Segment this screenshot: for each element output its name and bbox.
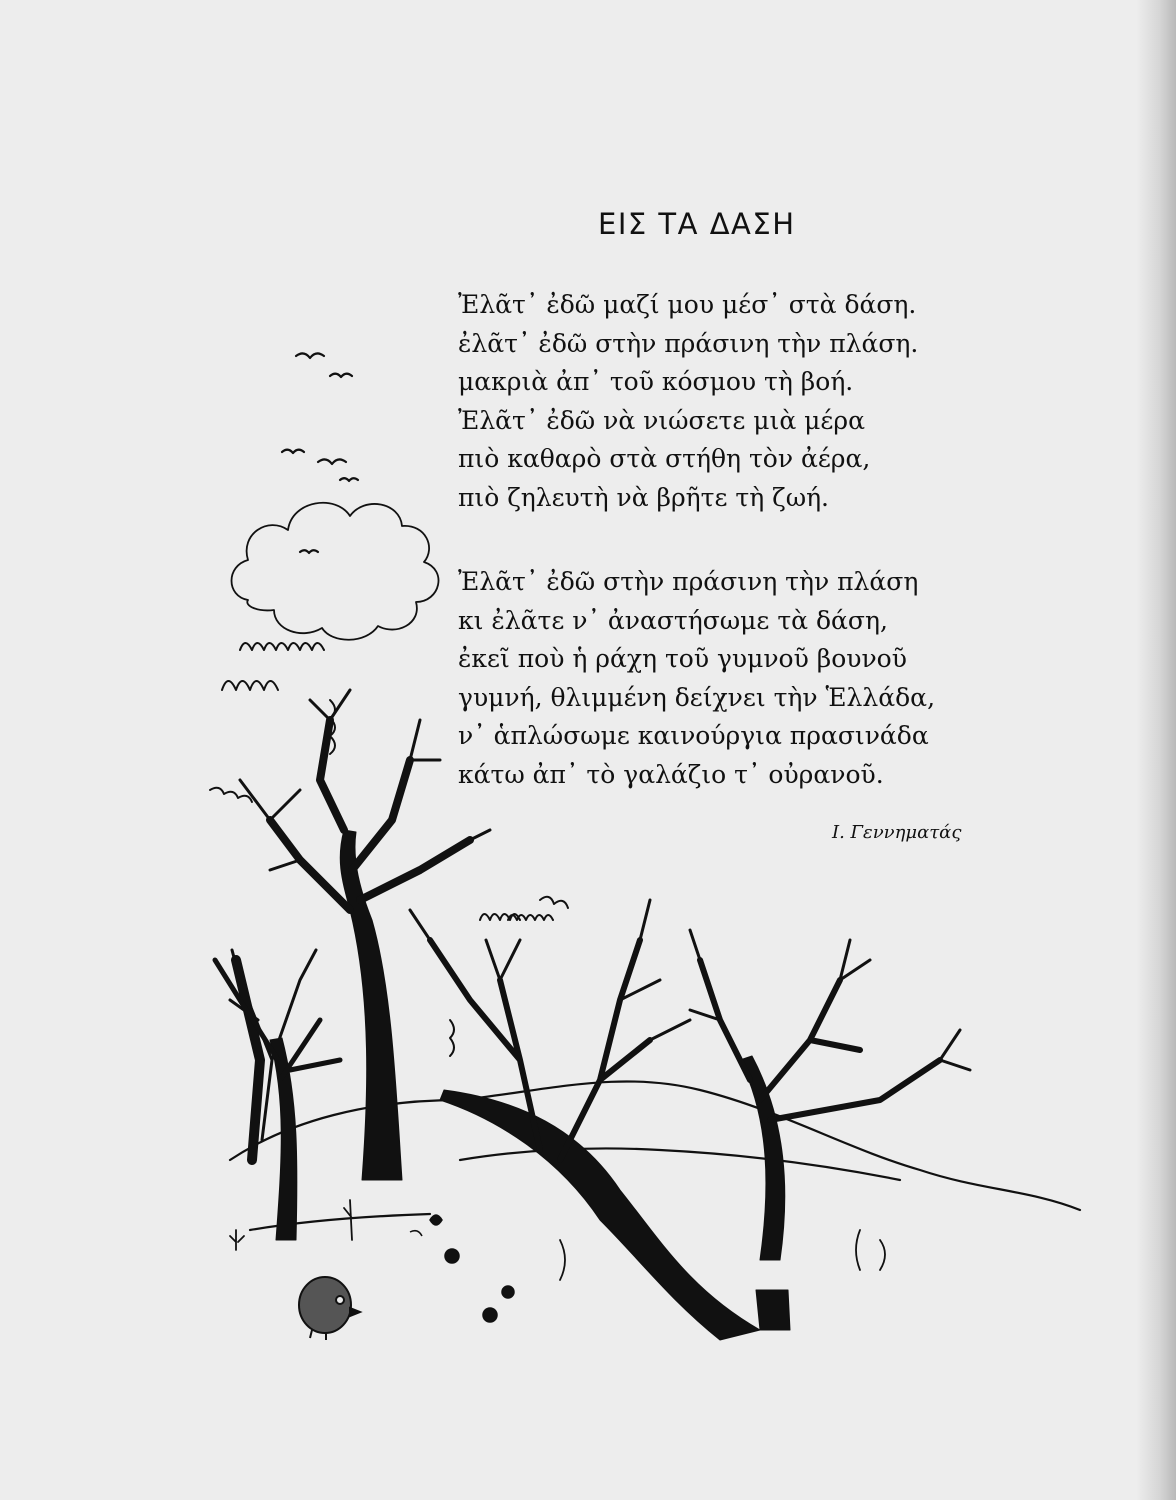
owl-drawing xyxy=(299,1277,360,1340)
poem-line: πιὸ καθαρὸ στὰ στήθη τὸν ἀέρα, xyxy=(458,444,871,474)
poem-line: Ἐλᾶτ᾿ ἐδῶ νὰ νιώσετε μιὰ μέρα xyxy=(458,405,865,435)
ground-sprigs xyxy=(230,1200,885,1280)
poem-line: Ἐλᾶτ᾿ ἐδῶ μαζί μου μέσ᾿ στὰ δάση. xyxy=(458,290,917,319)
poem-line: κάτω ἀπ᾿ τὸ γαλάζιο τ᾿ οὐρανοῦ. xyxy=(458,759,884,789)
poem-line: Ἐλᾶτ᾿ ἐδῶ στὴν πράσινη τὴν πλάση xyxy=(458,567,919,596)
poem-author: Ι. Γεννηματάς xyxy=(832,822,962,843)
poem-line: ἐκεῖ ποὺ ἡ ράχη τοῦ γυμνοῦ βουνοῦ xyxy=(458,644,907,674)
hill-lines xyxy=(230,1081,1080,1230)
poem-line: μακριὰ ἀπ᾿ τοῦ κόσμου τὴ βοή. xyxy=(458,367,854,397)
poem-line: ἐλᾶτ᾿ ἐδῶ στὴν πράσινη τὴν πλάση. xyxy=(458,328,919,358)
flying-birds xyxy=(282,353,358,553)
poem-line: πιὸ ζηλευτὴ νὰ βρῆτε τὴ ζωή. xyxy=(458,482,830,512)
foliage-strokes xyxy=(210,643,568,1056)
poem-title: ΕΙΣ ΤΑ ΔΑΣΗ xyxy=(598,207,796,241)
ground-flowers xyxy=(410,1215,514,1322)
cloud-drawing xyxy=(232,503,439,640)
poem-line: γυμνή, θλιμμένη δείχνει τὴν Ἑλλάδα, xyxy=(458,682,936,712)
poem-line: κι ἐλᾶτε ν᾿ ἀναστήσωμε τὰ δάση, xyxy=(458,605,888,635)
poem-line: ν᾿ ἁπλώσωμε καινούργια πρασινάδα xyxy=(458,721,929,751)
